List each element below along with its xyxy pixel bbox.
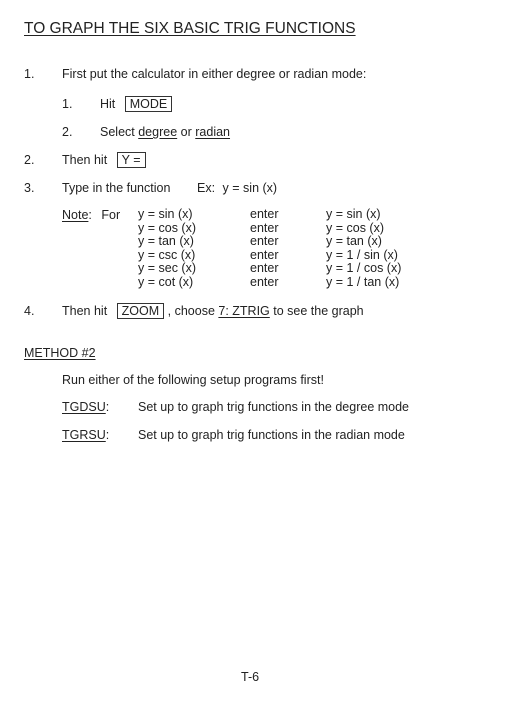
ztrig-option: 7: ZTRIG	[218, 304, 270, 318]
method-heading: METHOD #2	[24, 346, 96, 360]
step-4-number: 4.	[24, 304, 35, 318]
enter-list	[250, 208, 279, 290]
radian-option: radian	[195, 125, 231, 139]
step-1-2-number: 2.	[62, 125, 73, 139]
function-item: y = sec (x)	[138, 261, 196, 276]
program-tgrsu	[62, 428, 109, 442]
program-desc: Set up to graph trig functions in the radian mode	[138, 428, 405, 442]
example-label: Ex:	[197, 181, 216, 195]
step-1-text: First put the calculator in either degree or radian mode:	[62, 67, 367, 81]
function-item: y = cos (x)	[138, 220, 196, 235]
program-desc: Set up to graph trig functions in the degree mode	[138, 400, 410, 414]
step-4-text: Then hit	[62, 304, 108, 318]
degree-option: degree	[138, 125, 178, 139]
step-1-1-number: 1.	[62, 97, 73, 111]
program-tgdsu	[62, 400, 109, 414]
example-line	[197, 181, 277, 195]
enter-item: enter	[250, 274, 279, 289]
function-item: y = sin (x)	[138, 207, 193, 221]
zoom-key: ZOOM	[117, 303, 165, 319]
step-1-2-text: Select	[100, 125, 135, 139]
step-4-rest: to see the graph	[273, 304, 364, 318]
step-1-2-line	[100, 125, 230, 139]
or-text: or	[180, 125, 192, 139]
function-item: y = csc (x)	[138, 247, 196, 262]
page-title: TO GRAPH THE SIX BASIC TRIG FUNCTIONS	[24, 20, 356, 37]
entry-item: y = 1 / cos (x)	[326, 261, 402, 276]
entry-item: y = cos (x)	[326, 220, 384, 235]
step-3-text: Type in the function	[62, 181, 171, 195]
entry-list	[326, 208, 401, 290]
step-2-text: Then hit	[62, 153, 108, 167]
program-colon: :	[105, 400, 110, 414]
note-label: Note	[62, 208, 89, 222]
page-number: T-6	[241, 670, 260, 684]
entry-item: y = 1 / sin (x)	[326, 247, 398, 262]
step-3-number: 3.	[24, 181, 35, 195]
example-value: y = sin (x)	[222, 181, 278, 195]
step-2-number: 2.	[24, 153, 35, 167]
step-4-line	[62, 303, 364, 319]
y-equals-key: Y =	[117, 152, 146, 168]
step-2-line	[62, 152, 146, 168]
step-1-1-text: Hit	[100, 97, 116, 111]
entry-item: y = tan (x)	[326, 234, 382, 249]
enter-item: enter	[250, 247, 279, 262]
enter-item: enter	[250, 261, 279, 276]
program-name: TGRSU	[62, 428, 106, 442]
entry-item: y = sin (x)	[326, 207, 381, 221]
method-intro: Run either of the following setup programs first!	[62, 373, 324, 387]
function-list	[138, 208, 196, 290]
step-1-1-line	[100, 96, 172, 112]
program-colon: :	[105, 428, 110, 442]
entry-item: y = 1 / tan (x)	[326, 274, 400, 289]
function-item: y = tan (x)	[138, 234, 194, 249]
note-label-group	[62, 208, 120, 222]
enter-item: enter	[250, 220, 279, 235]
choose-text: , choose	[167, 304, 215, 318]
function-item: y = cot (x)	[138, 274, 194, 289]
mode-key: MODE	[125, 96, 173, 112]
enter-item: enter	[250, 234, 279, 249]
note-for: For	[101, 208, 121, 222]
program-name: TGDSU	[62, 400, 106, 414]
note-colon: :	[88, 208, 92, 222]
step-1-number: 1.	[24, 67, 35, 81]
enter-item: enter	[250, 207, 279, 221]
